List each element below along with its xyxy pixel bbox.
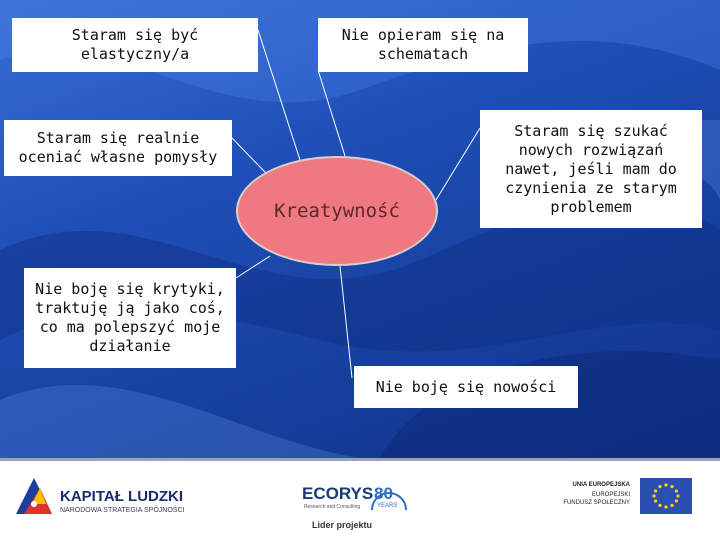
kapital-ludzki-subtitle: NARODOWA STRATEGIA SPÓJNOŚCI: [60, 507, 185, 514]
node-szukac: Staram się szukać nowych rozwiązań nawet, jeśli mam do czynienia ze starym problemem: [480, 110, 702, 228]
connector-elastyczny: [258, 30, 300, 160]
kapital-ludzki-logo-icon: [12, 474, 56, 518]
center-node-kreatywnosc: [236, 156, 438, 266]
ecorys-tagline: Research and Consulting: [304, 504, 361, 510]
eu-flag-icon: [640, 478, 692, 514]
eu-line3: FUNDUSZ SPOŁECZNY: [563, 500, 630, 506]
eu-line1: UNIA EUROPEJSKA: [572, 482, 630, 488]
ecorys-years-word: YEARS: [377, 503, 398, 509]
node-elastyczny: Staram się być elastyczny/a: [12, 18, 258, 72]
center-label: Kreatywność: [274, 200, 400, 222]
node-realnie: Staram się realnie oceniać własne pomysły: [4, 120, 232, 176]
node-schematach: Nie opieram się na schematach: [318, 18, 528, 72]
connector-krytyki: [236, 256, 270, 278]
eu-line2: EUROPEJSKI: [591, 492, 630, 498]
leader-label: Lider projektu: [312, 520, 373, 530]
node-krytyki: Nie boję się krytyki, traktuję ją jako coś, co ma polepszyć moje działanie: [24, 268, 236, 368]
connector-schematach: [318, 70, 345, 156]
ecorys-years-number: 80: [374, 484, 393, 503]
ecorys-name: ECORYS: [302, 484, 374, 503]
connector-nowosci: [340, 266, 352, 378]
connector-szukac: [436, 128, 480, 200]
kapital-ludzki-title: KAPITAŁ LUDZKI: [60, 488, 184, 505]
node-nowosci: Nie boję się nowości: [354, 366, 578, 408]
footer-logos: [0, 458, 720, 540]
footer-divider: [0, 458, 720, 461]
